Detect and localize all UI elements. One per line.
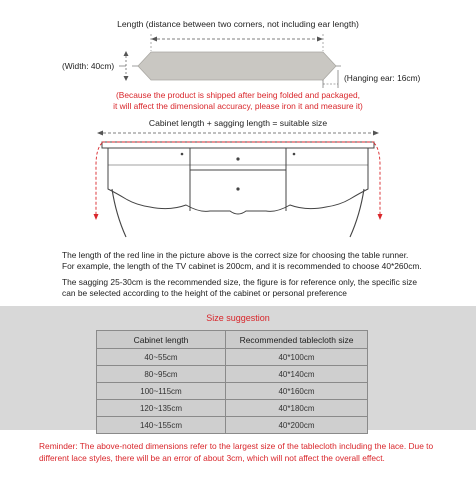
length-arrow	[151, 34, 323, 51]
top-drawer-knob	[236, 157, 239, 160]
shipping-note-line2: it will affect the dimensional accuracy, please iron it and measure it)	[113, 101, 363, 111]
table-row	[97, 366, 368, 383]
cabinet-length-cell: 140~155cm	[97, 417, 226, 434]
reminder-line1: Reminder: The above-noted dimensions refer to the largest size of the tablecloth including the lace. Due to	[39, 441, 434, 451]
header-cabinet-length: Cabinet length	[97, 331, 226, 349]
table-header-row	[97, 331, 368, 349]
table-row	[97, 400, 368, 417]
table-row	[97, 383, 368, 400]
tablecloth-size-cell: 40*140cm	[226, 366, 368, 383]
bottom-drawer-knob	[236, 187, 239, 190]
size-table	[96, 330, 368, 434]
header-recommended-size: Recommended tablecloth size	[226, 331, 368, 349]
cabinet-length-cell: 120~135cm	[97, 400, 226, 417]
shipping-note-line1: (Because the product is shipped after being folded and packaged,	[116, 90, 360, 100]
reminder-line2: different lace styles, there will be an error of about 3cm, which will not affect the overall effect.	[39, 453, 385, 463]
right-sag-arrow	[378, 214, 383, 220]
size-suggestion-title: Size suggestion	[206, 313, 270, 323]
table-row	[97, 417, 368, 434]
sagging-red-lines	[96, 142, 380, 217]
tablecloth-size-cell: 40*160cm	[226, 383, 368, 400]
cabinet-length-cell: 100~115cm	[97, 383, 226, 400]
tablecloth-size-cell: 40*180cm	[226, 400, 368, 417]
description-line2: For example, the length of the TV cabinet is 200cm, and it is recommended to choose 40*260cm.	[62, 261, 422, 271]
formula-label: Cabinet length + sagging length = suitable size	[148, 118, 328, 128]
table-row	[97, 349, 368, 366]
hanging-ear-label: (Hanging ear: 16cm)	[344, 73, 421, 83]
cabinet-length-cell: 80~95cm	[97, 366, 226, 383]
description-line3: The sagging 25-30cm is the recommended size, the figure is for reference only, the specific size	[62, 277, 418, 287]
table-runner-shape	[138, 52, 336, 80]
tablecloth-size-cell: 40*200cm	[226, 417, 368, 434]
width-arrow	[119, 51, 129, 81]
description-line4: can be selected according to the height of the cabinet or personal preference	[62, 288, 347, 298]
tablecloth-size-cell: 40*100cm	[226, 349, 368, 366]
width-label: (Width: 40cm)	[62, 61, 115, 71]
cabinet-diagram	[0, 125, 476, 247]
left-sag-arrow	[94, 214, 99, 220]
cabinet-top	[102, 142, 374, 148]
cabinet-length-cell: 40~55cm	[97, 349, 226, 366]
formula-arrow	[97, 131, 379, 136]
left-door-knob	[181, 153, 184, 156]
length-label: Length (distance between two corners, not including ear length)	[117, 19, 359, 29]
description-line1: The length of the red line in the picture above is the correct size for choosing the table runner.	[62, 250, 409, 260]
cabinet-legs	[112, 189, 364, 237]
right-door-knob	[293, 153, 296, 156]
